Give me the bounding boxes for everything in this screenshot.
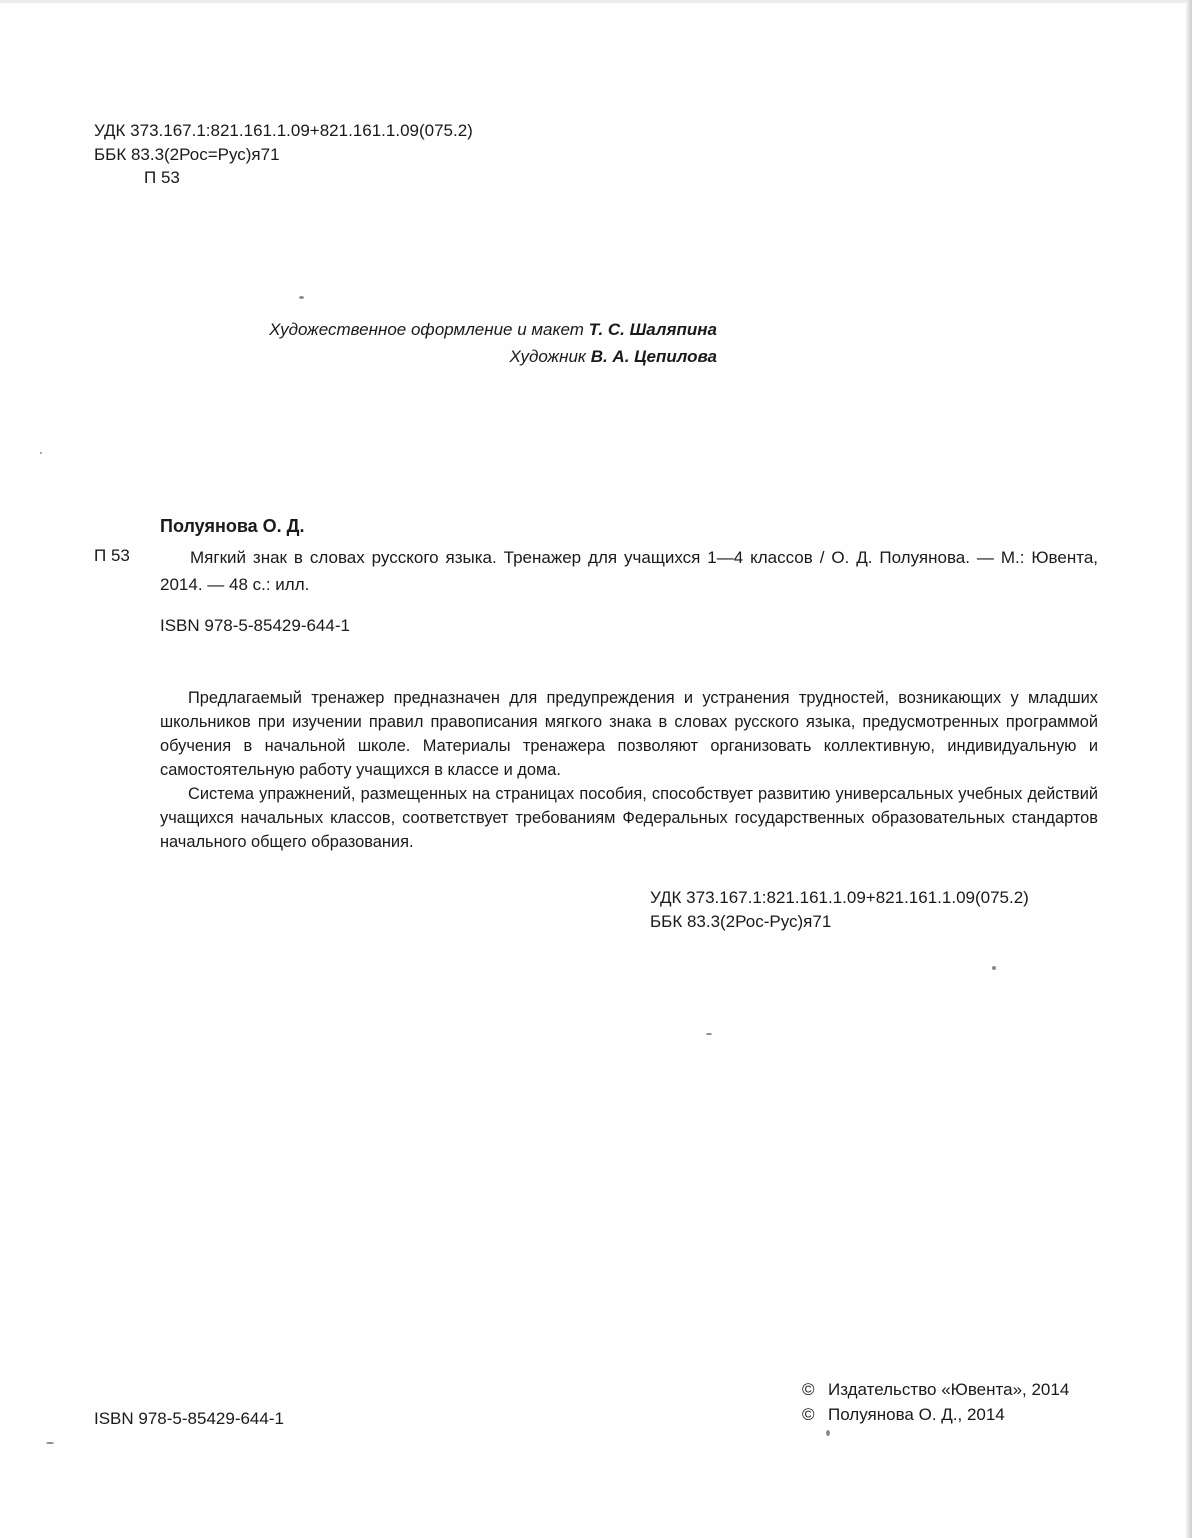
header-bbk: ББК 83.3(2Рос=Рус)я71 — [94, 145, 280, 164]
header-code: П 53 — [144, 168, 180, 187]
bibliography-isbn: ISBN 978-5-85429-644-1 — [160, 616, 350, 635]
copyright-author-text: Полуянова О. Д., 2014 — [828, 1405, 1005, 1424]
abstract-paragraph-1: Предлагаемый тренажер предназначен для предупреждения и устранения трудностей, возникающих у младших школьников при изучении правил правописания мягкого знака в словах русского языка, предусмотренных программой обучения в начальной школе. Материалы тренажера позволяют организовать коллективную, индивидуальную и самостоятельную работу учащихся в классе и дома. — [160, 689, 1098, 779]
scan-speck — [40, 452, 42, 454]
artist-credit-label: Художник — [509, 347, 586, 366]
artist-credit-name: В. А. Цепилова — [590, 347, 717, 366]
design-credit-label: Художественное оформление и макет — [269, 320, 584, 339]
bibliography-code: П 53 — [94, 546, 130, 565]
copyright-symbol: © — [802, 1380, 815, 1399]
scan-speck — [826, 1430, 830, 1436]
design-credit — [269, 320, 717, 340]
classification-bbk: ББК 83.3(2Рос-Рус)я71 — [650, 912, 832, 931]
copyright-symbol: © — [802, 1405, 815, 1424]
scan-edge-right — [1186, 0, 1192, 1538]
abstract-paragraph-2: Система упражнений, размещенных на страницах пособия, способствует развитию универсальных учебных действий учащихся начальных классов, соответствует требованиям Федеральных государственных образовательных стандартов начального общего образования. — [160, 785, 1098, 851]
footer-isbn: ISBN 978-5-85429-644-1 — [94, 1409, 284, 1428]
classification-udk: УДК 373.167.1:821.161.1.09+821.161.1.09(075.2) — [650, 888, 1029, 907]
bibliography-description — [160, 544, 1098, 598]
scan-edge-top — [0, 0, 1192, 3]
design-credit-name: Т. С. Шаляпина — [588, 320, 717, 339]
copyright-publisher — [802, 1378, 1069, 1402]
header-udk: УДК 373.167.1:821.161.1.09+821.161.1.09(075.2) — [94, 121, 473, 140]
copyright-publisher-text: Издательство «Ювента», 2014 — [828, 1380, 1070, 1399]
scan-speck — [299, 296, 304, 299]
bibliography-text: Мягкий знак в словах русского языка. Тренажер для учащихся 1—4 классов / О. Д. Полуянова. — М.: Ювента, 2014. — 48 с.: илл. — [160, 548, 1098, 594]
author-name: Полуянова О. Д. — [160, 516, 305, 536]
scan-speck — [46, 1442, 54, 1444]
scan-speck — [992, 966, 996, 970]
copyright-author — [802, 1403, 1005, 1427]
abstract — [160, 686, 1098, 854]
scan-speck — [706, 1033, 712, 1035]
artist-credit — [509, 347, 717, 367]
